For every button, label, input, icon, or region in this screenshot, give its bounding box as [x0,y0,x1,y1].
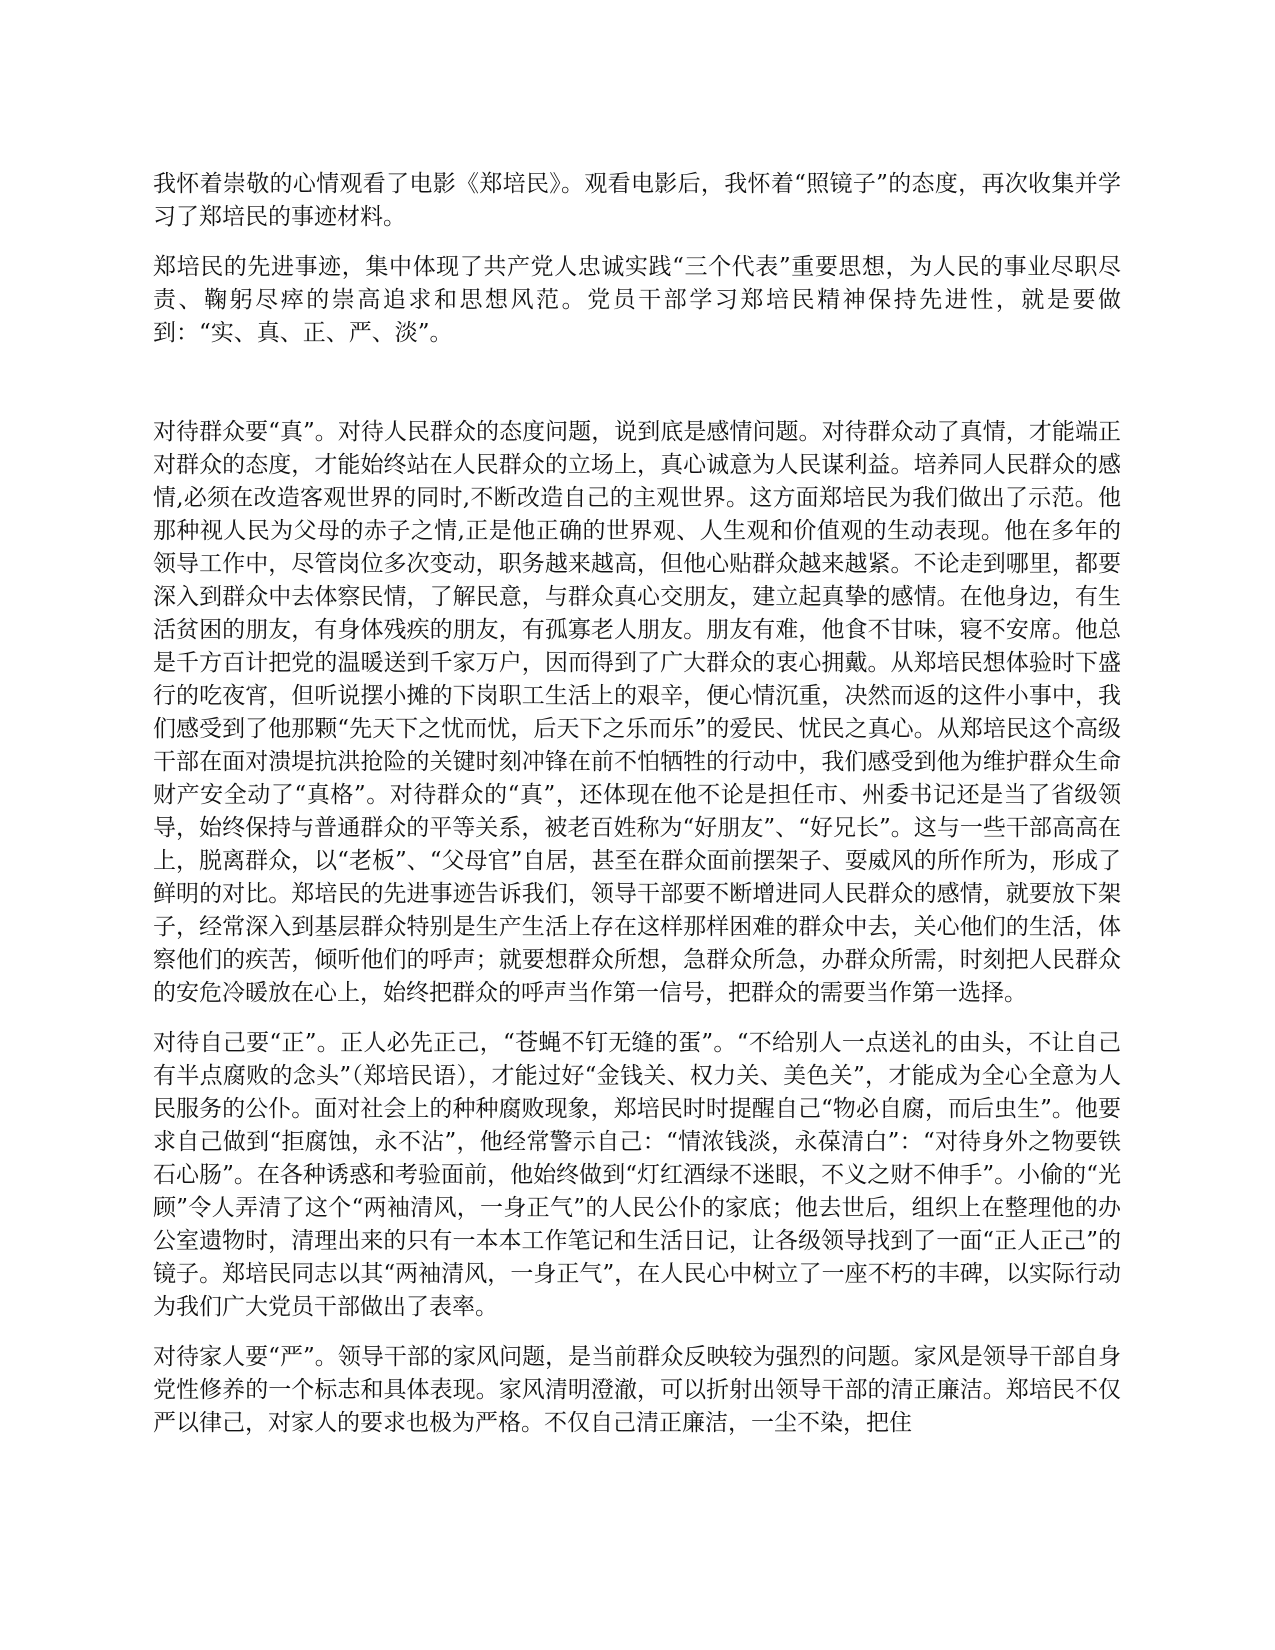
paragraph-intro: 我怀着崇敬的心情观看了电影《郑培民》。观看电影后，我怀着“照镜子”的态度，再次收集并学习了郑培民的事迹材料。 [153,171,1121,230]
paragraph-yan: 对待家人要“严”。领导干部的家风问题，是当前群众反映较为强烈的问题。家风是领导干部自身党性修养的一个标志和具体表现。家风清明澄澈，可以折射出领导干部的清正廉洁。郑培民不仅严以律己，对家人的要求也极为严格。不仅自己清正廉洁，一尘不染，把住 [153,1344,1121,1436]
document-body [153,168,1121,1457]
paragraph-summary: 郑培民的先进事迹，集中体现了共产党人忠诚实践“三个代表”重要思想，为人民的事业尽职尽责、鞠躬尽瘁的崇高追求和思想风范。党员干部学习郑培民精神保持先进性，就是要做到：“实、真、正、严、淡”。 [153,254,1121,346]
paragraph-zhen: 对待群众要“真”。对待人民群众的态度问题，说到底是感情问题。对待群众动了真情，才能端正对群众的态度，才能始终站在人民群众的立场上，真心诚意为人民谋利益。培养同人民群众的感情,必须在改造客观世界的同时,不断改造自己的主观世界。这方面郑培民为我们做出了示范。他那种视人民为父母的赤子之情,正是他正确的世界观、人生观和价值观的生动表现。他在多年的领导工作中，尽管岗位多次变动，职务越来越高，但他心贴群众越来越紧。不论走到哪里，都要深入到群众中去体察民情，了解民意，与群众真心交朋友，建立起真挚的感情。在他身边，有生活贫困的朋友，有身体残疾的朋友，有孤寡老人朋友。朋友有难，他食不甘味，寝不安席。他总是千方百计把党的温暖送到千家万户，因而得到了广大群众的衷心拥戴。从郑培民想体验时下盛行的吃夜宵，但听说摆小摊的下岗职工生活上的艰辛，便心情沉重，决然而返的这件小事中，我们感受到了他那颗“先天下之忧而忧，后天下之乐而乐”的爱民、忧民之真心。从郑培民这个高级干部在面对溃堤抗洪抢险的关键时刻冲锋在前不怕牺牲的行动中，我们感受到他为维护群众生命财产安全动了“真格”。对待群众的“真”，还体现在他不论是担任市、州委书记还是当了省级领导，始终保持与普通群众的平等关系，被老百姓称为“好朋友”、“好兄长”。这与一些干部高高在上，脱离群众，以“老板”、“父母官”自居，甚至在群众面前摆架子、耍威风的所作所为，形成了鲜明的对比。郑培民的先进事迹告诉我们，领导干部要不断增进同人民群众的感情，就要放下架子，经常深入到基层群众特别是生产生活上存在这样那样困难的群众中去，关心他们的生活，体察他们的疾苦，倾听他们的呼声；就要想群众所想，急群众所急，办群众所需，时刻把人民群众的安危冷暖放在心上，始终把群众的呼声当作第一信号，把群众的需要当作第一选择。 [153,419,1121,1006]
paragraph-zheng: 对待自己要“正”。正人必先正己，“苍蝇不钉无缝的蛋”。“不给别人一点送礼的由头，不让自己有半点腐败的念头”（郑培民语），才能过好“金钱关、权力关、美色关”，才能成为全心全意为人民服务的公仆。面对社会上的种种腐败现象，郑培民时时提醒自己“物必自腐，而后虫生”。他要求自己做到“拒腐蚀，永不沾”，他经常警示自己：“情浓钱淡，永葆清白”：“对待身外之物要铁石心肠”。在各种诱惑和考验面前，他始终做到“灯红酒绿不迷眼，不义之财不伸手”。小偷的“光顾”令人弄清了这个“两袖清风，一身正气”的人民公仆的家底；他去世后，组织上在整理他的办公室遗物时，清理出来的只有一本本工作笔记和生活日记，让各级领导找到了一面“正人正己”的镜子。郑培民同志以其“两袖清风，一身正气”，在人民心中树立了一座不朽的丰碑，以实际行动为我们广大党员干部做出了表率。 [153,1030,1121,1320]
